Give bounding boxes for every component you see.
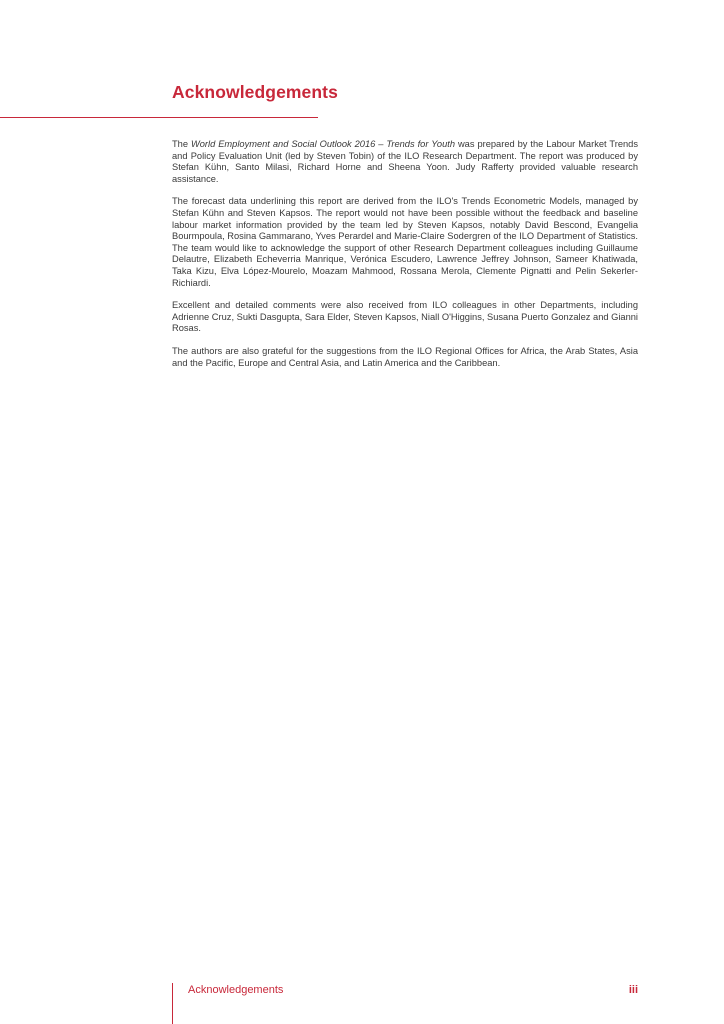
acknowledgements-body (172, 139, 638, 380)
title-divider (0, 117, 318, 118)
paragraph-2: The forecast data underlining this report are derived from the ILO's Trends Econometric Models, managed by Stefan Kühn and Steven Kapsos. The report would not have been possible without the feedback and baseline labour market information provided by the team led by Steven Kapsos, notably David Bescond, Evangelia Bourmpoula, Rosina Gammarano, Yves Perardel and Marie-Claire Sodergren of the ILO Department of Statistics. The team would like to acknowledge the support of other Research Department colleagues including Guillaume Delautre, Elizabeth Echeverria Manrique, Verónica Escudero, Lawrence Jeffrey Johnson, Sameer Khatiwada, Taka Kizu, Elva López-Mourelo, Moazam Mahmood, Rossana Merola, Clemente Pignatti and Pelin Sekerler-Richiardi. (172, 196, 638, 288)
paragraph-3: Excellent and detailed comments were also received from ILO colleagues in other Departments, including Adrienne Cruz, Sukti Dasgupta, Sara Elder, Steven Kapsos, Niall O'Higgins, Susana Puerto Gonzalez and Gianni Rosas. (172, 300, 638, 334)
footer-divider (172, 983, 173, 1024)
page-number: iii (628, 984, 638, 996)
report-title-italic: World Employment and Social Outlook 2016 – Trends for Youth (190, 139, 455, 149)
paragraph-1-rest: was prepared by the Labour Market Trends and Policy Evaluation Unit (led by Steven Tobin) of the ILO Research Department. The report was produced by Stefan Kühn, Santo Milasi, Richard Horne and Sheena Yoon. Judy Rafferty provided valuable research assistance. (172, 139, 638, 184)
footer-section-label: Acknowledgements (188, 984, 284, 996)
paragraph-1-intro: The (172, 139, 191, 149)
page-title: Acknowledgements (172, 82, 338, 102)
paragraph-1 (172, 139, 638, 185)
paragraph-4: The authors are also grateful for the suggestions from the ILO Regional Offices for Africa, the Arab States, Asia and the Pacific, Europe and Central Asia, and Latin America and the Caribbean. (172, 345, 638, 368)
